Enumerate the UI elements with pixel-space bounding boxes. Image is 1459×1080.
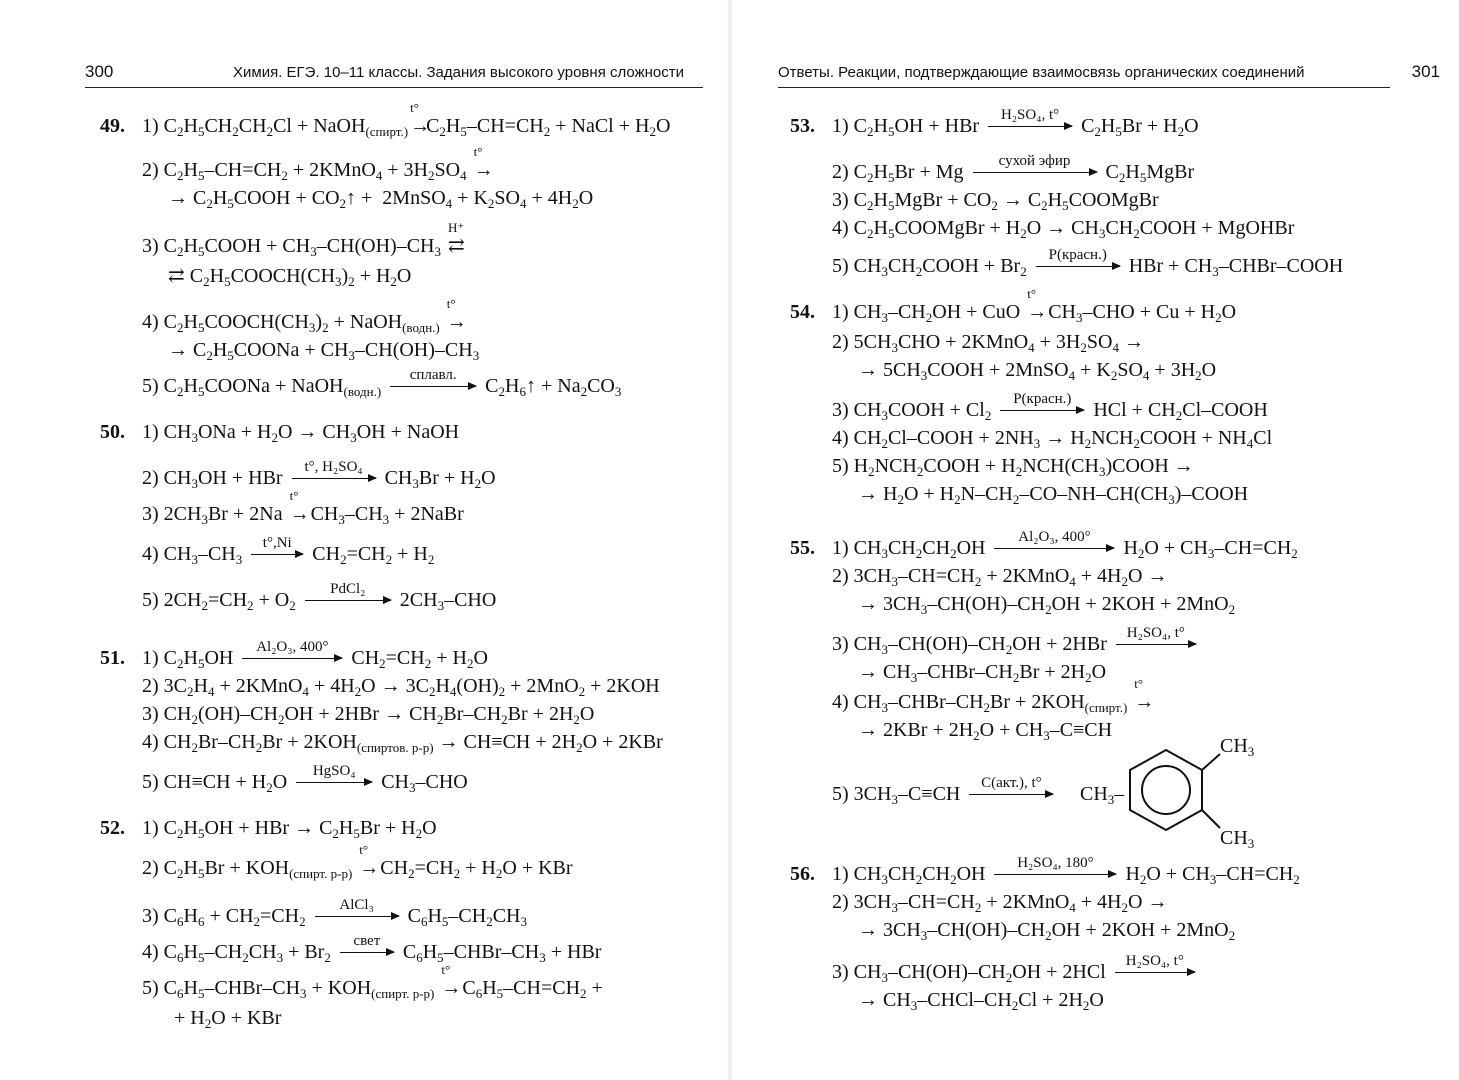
reaction: 3) $CH_2(OH)-CH_2OH + 2HBr \to CH_2Br-CH_2Br + 2H_2O$	[142, 703, 595, 727]
header-rule	[85, 87, 703, 88]
reaction: 1) $CH_3CH_2CH_2OH$ H₂SO₄, 180° $H_2O + CH_3-CH=CH_2$	[832, 855, 1300, 887]
reaction: 2) $C_2H_5-CH=CH_2$ + 2KMnO$_4$ + $3H_2SO_4$ → t°	[142, 144, 494, 183]
reaction: 2) $5CH_3CHO$ + 2KMnO$_4$ + $3H_2SO_4$ →	[832, 331, 1144, 355]
mesitylene-structure	[1080, 735, 1280, 851]
methyl-left: $CH_3-$	[1080, 783, 1125, 807]
problem-number: 53.	[790, 115, 815, 137]
methyl-bottom: $CH_3$	[1220, 827, 1255, 851]
reaction-continued: → $5CH_3COOH$ + 2MnSO$_4$ + $K_2SO_4 + 3H_2O$	[858, 359, 1217, 383]
reaction: 1) $C_2H_5OH$ + HBr → $C_2H_5Br + H_2O$	[142, 817, 437, 841]
reaction: 4) $CH_2Cl$–COOH + $2NH_3$ → $H_2NCH_2COOH + NH_4Cl$	[832, 427, 1273, 451]
reaction: 2) $3C_2H_4$ + 2KMnO$_4$ + $4H_2O \to 3C_2H_4(OH)_2 + 2MnO_2 + 2KOH$	[142, 675, 660, 699]
reaction: 2) $C_2H_5Br + KOH_{(спирт. р-р)}$ → t° $CH_2=CH_2 + H_2O$ + KBr	[142, 842, 573, 881]
problem-number: 51.	[100, 647, 125, 669]
reaction: 1) $C_2H_5OH$ Al₂O₃, 400° $CH_2=CH_2 + H_2O$	[142, 639, 488, 671]
reaction: 2) $CH_3OH$ + HBr t°, H₂SO₄ $CH_3Br + H_2O$	[142, 459, 496, 491]
right-page	[730, 0, 1459, 1080]
reaction: 4) $C_6H_5-CH_2CH_3 + Br_2$ свет $C_6H_5-CHBr-CH_3$ + HBr	[142, 933, 602, 965]
reaction: 5) $2CH_2=CH_2 + O_2$ PdCl₂ $2CH_3$–CHO	[142, 581, 497, 613]
problem-number: 49.	[100, 115, 125, 137]
problem-number: 55.	[790, 537, 815, 559]
running-title: Химия. ЕГЭ. 10–11 классы. Задания высокого уровня сложности	[233, 64, 684, 81]
reaction: 3) $C_6H_6 + CH_2=CH_2$ AlCl₃ $C_6H_5-CH_2CH_3$	[142, 897, 527, 929]
reaction-continued: → $3CH_3-CH(OH)-CH_2OH + 2KOH + 2MnO_2$	[858, 593, 1236, 617]
reaction: 4) $CH_3-CH_3$ t°,Ni $CH_2=CH_2 + H_2$	[142, 535, 435, 567]
reaction: 4) $C_2H_5COOMgBr + H_2O$ → $CH_3CH_2COOH$ + MgOHBr	[832, 217, 1295, 241]
problem-number: 56.	[790, 863, 815, 885]
methyl-top: $CH_3$	[1220, 735, 1255, 759]
reaction: 2) $3CH_3-CH=CH_2$ + 2KMnO$_4$ + $4H_2O$ →	[832, 891, 1168, 915]
reaction: 1) $C_2H_5OH$ + HBr H₂SO₄, t° $C_2H_5Br + H_2O$	[832, 107, 1199, 139]
reaction: 5) $CH_3CH_2COOH + Br_2$ P(красн.) HBr + $CH_3-CHBr$–COOH	[832, 247, 1344, 279]
reaction: 3) $CH_3-CH(OH)-CH_2OH + 2HCl$ H₂SO₄, t°	[832, 962, 1199, 982]
reaction-continued: ⇄ $C_2H_5COOCH(CH_3)_2 + H_2O$	[168, 265, 412, 289]
reaction: 5) $3CH_3-C\equiv CH$ C(акт.), t°	[832, 784, 1057, 804]
reaction: 3) $CH_3-CH(OH)-CH_2OH + 2HBr$ H₂SO₄, t°	[832, 634, 1200, 654]
reaction-continued: → $C_2H_5COOH$ + $CO_2↑$ + 2MnSO$_4$ + $K_2SO_4 + 4H_2O$	[168, 187, 594, 211]
reaction: 1) $CH_3-CH_2OH$ + CuO → t° $CH_3$–CHO + $Cu + H_2O$	[832, 286, 1237, 325]
reaction-continued: → $CH_3-CHCl-CH_2Cl + 2H_2O$	[858, 989, 1104, 1013]
reaction: 2) $3CH_3-CH=CH_2$ + 2KMnO$_4$ + $4H_2O$ →	[832, 565, 1168, 589]
reaction: 4) $CH_2Br-CH_2Br + 2KOH_{(спиртов. р-р)} \to CH\equiv CH + 2H_2O + 2KBr$	[142, 731, 663, 755]
reaction-continued: → $CH_3-CHBr-CH_2Br + 2H_2O$	[858, 661, 1107, 685]
reaction-continued: → $H_2O$ + $H_2N-CH_2-CO-NH-CH(CH_3)$–COOH	[858, 483, 1249, 507]
reaction: 4) $C_2H_5COOCH(CH_3)_2$ + NaOH$_{(водн.)}$ → t°	[142, 296, 467, 335]
reaction: 5) $CH\equiv CH + H_2O$ HgSO₄ $CH_3$–CHO	[142, 763, 468, 795]
reaction: 5) $C_6H_5-CHBr-CH_3 + KOH_{(спирт. р-р)}$ → t° $C_6H_5-CH=CH_2$ +	[142, 962, 603, 1001]
right-header	[778, 60, 1440, 88]
problem-number: 54.	[790, 301, 815, 323]
page-number: 300	[85, 62, 114, 81]
left-header	[85, 60, 703, 88]
reaction: 3) $C_2H_5COOH + CH_3-CH(OH)-CH_3$ ⇄ H⁺	[142, 220, 465, 259]
page-number: 301	[1411, 62, 1440, 81]
reaction: 3) $CH_3COOH + Cl_2$ P(красн.) HCl + $CH_2Cl$–COOH	[832, 391, 1268, 423]
reaction: 5) $C_2H_5COONa$ + NaOH$_{(водн.)}$ сплавл. $C_2H_6↑ + Na_2CO_3$	[142, 367, 622, 399]
reaction: 5) $H_2NCH_2COOH$ + $H_2NCH(CH_3)COOH$ →	[832, 455, 1194, 479]
reaction: 1) $CH_3CH_2CH_2OH$ Al₂O₃, 400° $H_2O + CH_3-CH=CH_2$	[832, 529, 1298, 561]
reaction: 1) $CH_3ONa + H_2O \to CH_3OH$ + NaOH	[142, 421, 460, 445]
problem-number: 50.	[100, 421, 125, 443]
reaction: 2) $C_2H_5Br + Mg$ сухой эфир $C_2H_5MgBr$	[832, 153, 1195, 185]
reaction-continued: → $3CH_3-CH(OH)-CH_2OH + 2KOH + 2MnO_2$	[858, 919, 1236, 943]
problem-number: 52.	[100, 817, 125, 839]
reaction: 3) $2CH_3Br + 2Na$ → t° $CH_3-CH_3$ + 2NaBr	[142, 488, 464, 527]
header-rule	[778, 87, 1390, 88]
reaction-continued: → $2KBr + 2H_2O + CH_3-C\equiv CH$	[858, 719, 1113, 743]
reaction: 4) $CH_3-CHBr-CH_2Br + 2KOH_{(спирт.)}$ → t°	[832, 676, 1155, 715]
reaction-continued: + $H_2O$ + KBr	[174, 1007, 282, 1031]
reaction: 1) $C_2H_5CH_2CH_2Cl$ + NaOH$_{(спирт.)}$ → t° $C_2H_5-CH=CH_2$ + NaCl + $H_2O$	[142, 100, 671, 139]
reaction: 3) $C_2H_5MgBr + CO_2$ → $C_2H_5COOMgBr$	[832, 189, 1159, 213]
running-title: Ответы. Реакции, подтверждающие взаимосвязь органических соединений	[778, 64, 1305, 81]
reaction-continued: → $C_2H_5COONa + CH_3-CH(OH)-CH_3$	[168, 339, 480, 363]
